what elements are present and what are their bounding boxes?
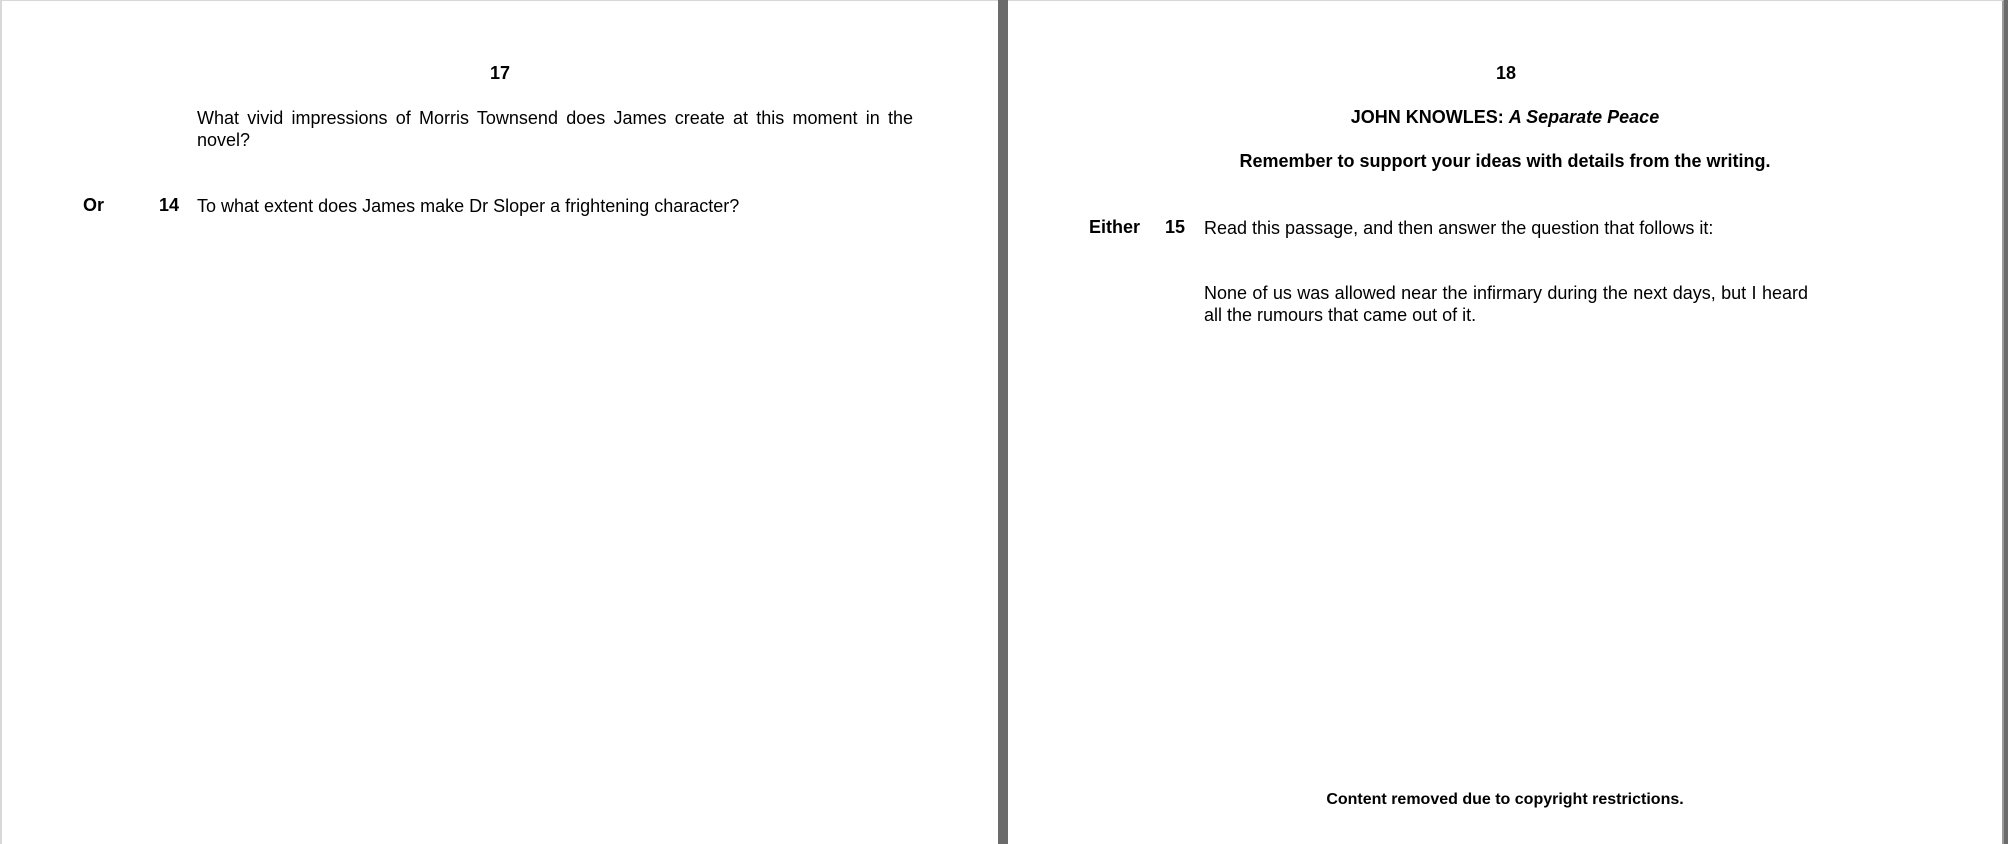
page-number: 17 — [489, 63, 511, 83]
page-right — [1008, 0, 2004, 844]
copyright-note: Content removed due to copyright restrictions. — [1326, 791, 1684, 808]
book-title: A Separate Peace — [1508, 107, 1660, 127]
page-left — [0, 0, 998, 844]
author-name: JOHN KNOWLES: — [1350, 107, 1509, 127]
question-text: To what extent does James make Dr Sloper a frightening character? — [197, 196, 740, 216]
instruction-text: Remember to support your ideas with details from the writing. — [1239, 151, 1771, 171]
choice-label-or: Or — [83, 195, 105, 215]
question-number: 14 — [159, 195, 180, 215]
question-number: 15 — [1165, 217, 1186, 237]
section-heading — [1008, 107, 2002, 128]
question-text: Read this passage, and then answer the question that follows it: — [1204, 218, 1714, 238]
choice-label-either: Either — [1089, 217, 1141, 237]
page-number: 18 — [1495, 63, 1517, 83]
continuation-question-text: What vivid impressions of Morris Townsend does James create at this moment in the novel? — [197, 108, 913, 150]
passage-text: None of us was allowed near the infirmary during the next days, but I heard all the rumours that came out of it. — [1204, 283, 1808, 325]
